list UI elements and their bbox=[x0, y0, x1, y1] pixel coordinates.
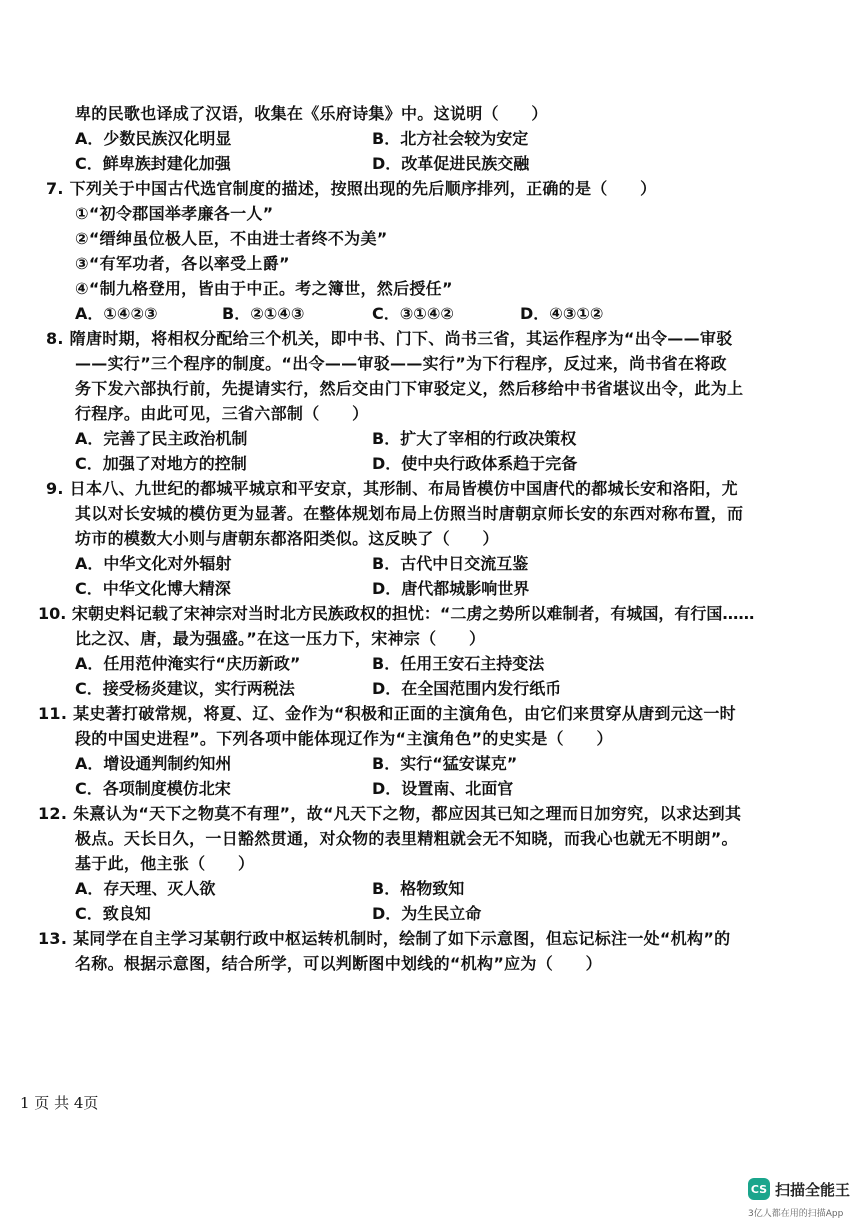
q12-option-c: C．致良知 bbox=[75, 904, 151, 923]
q10-option-c: C．接受杨炎建议，实行两税法 bbox=[75, 679, 295, 698]
q10-option-b: B．任用王安石主持变法 bbox=[372, 654, 545, 673]
q8-option-a: A．完善了民主政治机制 bbox=[75, 429, 248, 448]
q9-line-2: 其以对长安城的模仿更为显著。在整体规划布局上仿照当时唐朝京师长安的东西对称布置，而 bbox=[75, 504, 744, 523]
q7-option-c: C．③①④② bbox=[372, 304, 454, 323]
q12-line-3: 基于此，他主张（ ） bbox=[75, 854, 255, 873]
q7-option-a: A．①④②③ bbox=[75, 304, 158, 323]
q6-option-a: A．少数民族汉化明显 bbox=[75, 129, 232, 148]
q9-line-1: 9. 日本八、九世纪的都城平城京和平安京，其形制、布局皆模仿中国唐代的都城长安和洛阳，尤 bbox=[46, 479, 738, 498]
q10-option-d: D．在全国范围内发行纸币 bbox=[372, 679, 562, 698]
q11-line-1: 11. 某史著打破常规，将夏、辽、金作为“积极和正面的主演角色，由它们来贯穿从唐到元这一时 bbox=[38, 704, 736, 723]
q8-line-2: ——实行”三个程序的制度。“出令——审驳——实行”为下行程序，反过来，尚书省在将政 bbox=[75, 354, 727, 373]
q6-option-b: B．北方社会较为安定 bbox=[372, 129, 529, 148]
scanner-logo-icon: CS bbox=[748, 1178, 770, 1200]
q9-option-d: D．唐代都城影响世界 bbox=[372, 579, 530, 598]
q9-option-c: C．中华文化博大精深 bbox=[75, 579, 231, 598]
q8-option-d: D．使中央行政体系趋于完备 bbox=[372, 454, 578, 473]
q11-option-b: B．实行“猛安谋克” bbox=[372, 754, 518, 773]
q9-option-b: B．古代中日交流互鉴 bbox=[372, 554, 529, 573]
q7-option-b: B．②①④③ bbox=[222, 304, 305, 323]
q8-option-b: B．扩大了宰相的行政决策权 bbox=[372, 429, 577, 448]
q12-option-d: D．为生民立命 bbox=[372, 904, 482, 923]
q13-line-2: 名称。根据示意图，结合所学，可以判断图中划线的“机构”应为（ ） bbox=[75, 954, 602, 973]
q9-option-a: A．中华文化对外辐射 bbox=[75, 554, 232, 573]
q11-option-c: C．各项制度模仿北宋 bbox=[75, 779, 231, 798]
q6-option-c: C．鲜卑族封建化加强 bbox=[75, 154, 231, 173]
q13-line-1: 13. 某同学在自主学习某朝行政中枢运转机制时，绘制了如下示意图，但忘记标注一处“机构”的 bbox=[38, 929, 731, 948]
q7-item-2: ②“缙绅虽位极人臣，不由进士者终不为美” bbox=[75, 229, 388, 248]
q6-stem-tail: 卑的民歌也译成了汉语，收集在《乐府诗集》中。这说明（ ） bbox=[75, 104, 548, 123]
q7-item-1: ①“初令郡国举孝廉各一人” bbox=[75, 204, 274, 223]
page-number: 1 页 共 4页 bbox=[20, 1094, 99, 1112]
q8-option-c: C．加强了对地方的控制 bbox=[75, 454, 247, 473]
q11-option-d: D．设置南、北面官 bbox=[372, 779, 514, 798]
scanner-app-name: 扫描全能王 bbox=[775, 1180, 851, 1199]
q11-line-2: 段的中国史进程”。下列各项中能体现辽作为“主演角色”的史实是（ ） bbox=[75, 729, 613, 748]
q10-line-1: 10. 宋朝史料记载了宋神宗对当时北方民族政权的担忧：“二虏之势所以难制者，有城国，有行国…… bbox=[38, 604, 755, 623]
q7-item-4: ④“制九格登用，皆由于中正。考之簿世，然后授任” bbox=[75, 279, 453, 298]
q8-line-4: 行程序。由此可见，三省六部制（ ） bbox=[75, 404, 369, 423]
q12-line-1: 12. 朱熹认为“天下之物莫不有理”，故“凡天下之物，都应因其已知之理而日加穷究，以求达到其 bbox=[38, 804, 742, 823]
q11-option-a: A．增设通判制约知州 bbox=[75, 754, 232, 773]
q7-item-3: ③“有军功者，各以率受上爵” bbox=[75, 254, 290, 273]
q12-option-a: A．存天理、灭人欲 bbox=[75, 879, 216, 898]
scanner-tagline: 3亿人都在用的扫描App bbox=[748, 1209, 844, 1219]
q10-line-2: 比之汉、唐，最为强盛。”在这一压力下，宋神宗（ ） bbox=[75, 629, 486, 648]
q6-option-d: D．改革促进民族交融 bbox=[372, 154, 530, 173]
q12-line-2: 极点。天长日久，一日豁然贯通，对众物的表里精粗就会无不知晓，而我心也就无不明朗”。 bbox=[75, 829, 738, 848]
q10-option-a: A．任用范仲淹实行“庆历新政” bbox=[75, 654, 301, 673]
q12-option-b: B．格物致知 bbox=[372, 879, 465, 898]
q7-option-d: D．④③①② bbox=[520, 304, 604, 323]
scanner-watermark bbox=[748, 1178, 850, 1200]
q7-stem: 7. 下列关于中国古代选官制度的描述，按照出现的先后顺序排列，正确的是（ ） bbox=[46, 179, 657, 198]
q9-line-3: 坊市的模数大小则与唐朝东都洛阳类似。这反映了（ ） bbox=[75, 529, 499, 548]
q8-line-3: 务下发六部执行前，先提请实行，然后交由门下审驳定义，然后移给中书省堪议出令，此为上 bbox=[75, 379, 744, 398]
q8-line-1: 8. 隋唐时期，将相权分配给三个机关，即中书、门下、尚书三省，其运作程序为“出令——审驳 bbox=[46, 329, 733, 348]
